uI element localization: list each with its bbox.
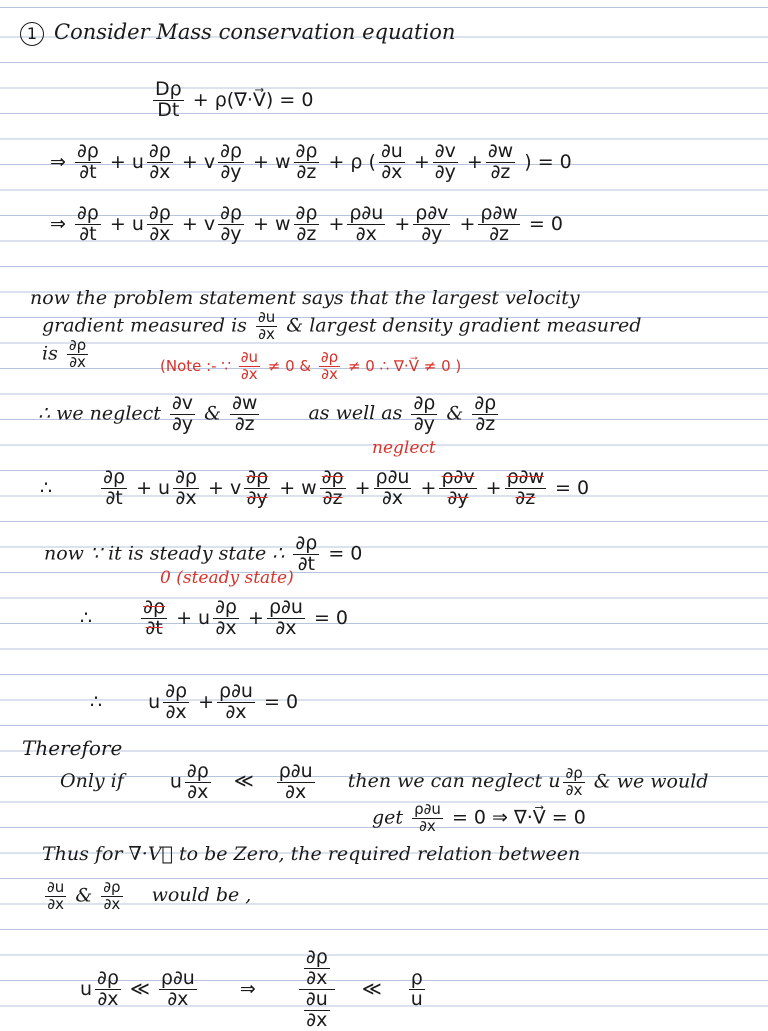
term-prefix: + v — [181, 212, 216, 235]
frac-den: ∂z — [475, 412, 496, 435]
paragraph-line-2 — [42, 310, 641, 343]
frac-num: ∂ρ — [220, 140, 242, 162]
frac-den: ∂z — [296, 222, 317, 245]
frac-num: ∂ρ — [321, 466, 344, 488]
term-prefix: + u — [136, 476, 171, 499]
note-line — [160, 350, 461, 383]
frac-den: ∂z — [515, 486, 536, 509]
frac-den: ∂x — [258, 324, 275, 343]
frac-den: ∂t — [79, 222, 97, 245]
frac-den: ∂x — [149, 160, 171, 183]
frac-den: ∂t — [105, 486, 123, 509]
term-prefix: + — [198, 690, 215, 713]
term-prefix: u — [169, 770, 182, 793]
frac-den: ∂x — [419, 816, 436, 835]
frac-den: ∂x — [97, 987, 119, 1010]
eq-end: = 0 — [328, 542, 363, 565]
frac-num: ρ — [410, 966, 423, 989]
frac-num: ∂u — [240, 348, 258, 366]
term-prefix: + — [459, 212, 476, 235]
equation-2 — [50, 142, 572, 183]
frac-den: ∂x — [241, 364, 258, 383]
implies-arrow: ⇒ — [50, 150, 66, 173]
heading-line — [20, 20, 455, 46]
final-relation — [80, 948, 428, 1031]
frac-den: ∂z — [490, 160, 511, 183]
frac-num: ∂ρ — [215, 596, 237, 618]
steady-state-label: 0 (steady state) — [160, 568, 294, 588]
frac-den: ∂t — [297, 552, 315, 575]
much-less-sign: ≪ — [233, 770, 254, 793]
text-fragment: would be , — [151, 884, 252, 907]
note-text: ≠ 0 ∴ ∇·V⃗ ≠ 0 ) — [347, 356, 462, 375]
frac-den: ∂y — [413, 412, 435, 435]
frac-den: ∂x — [225, 700, 247, 723]
term-prefix: u — [80, 977, 93, 1000]
frac-num: ∂ρ — [148, 202, 171, 224]
neglect-line — [38, 394, 501, 435]
term-prefix: + ρ ( — [328, 150, 376, 173]
only-if-line — [60, 762, 708, 803]
text-fragment: is — [42, 342, 58, 365]
plus-sign: + — [466, 150, 483, 173]
frac-num: ∂ρ — [76, 140, 99, 162]
frac-den: ∂x — [381, 160, 403, 183]
frac-den: ∂x — [187, 780, 209, 803]
equation-5 — [80, 598, 348, 639]
get-line — [372, 802, 586, 835]
amp: & — [75, 884, 93, 907]
frac-num: ∂ρ — [305, 946, 328, 968]
eq-end: = 0 — [264, 690, 299, 713]
term-prefix: u — [148, 690, 161, 713]
frac-den: ∂z — [322, 486, 343, 509]
frac-den: ∂y — [434, 160, 456, 183]
compound-fraction — [299, 948, 335, 1031]
question-number: 1 — [20, 22, 44, 46]
frac-den: ∂x — [381, 486, 404, 509]
frac-num: ρ∂w — [480, 202, 518, 224]
frac-num: ρ∂u — [219, 680, 253, 702]
frac-den: ∂y — [220, 222, 242, 245]
term-prefix: + — [354, 476, 371, 499]
frac-num: ∂ρ — [474, 392, 497, 414]
frac-num: ∂ρ — [565, 764, 583, 783]
term-prefix: + u — [109, 212, 144, 235]
eq-end: ) = 0 — [524, 150, 572, 173]
text-fragment: gradient measured is — [42, 314, 247, 337]
frac-den: ∂x — [275, 616, 297, 639]
frac-den: Dt — [157, 98, 180, 121]
frac-num: ρ∂u — [349, 202, 384, 224]
frac-den: ∂z — [234, 412, 255, 435]
eq-end: = 0 — [528, 212, 563, 235]
frac-num: ∂ρ — [295, 140, 318, 162]
term-prefix: + — [420, 476, 437, 499]
frac-num: ρ∂v — [415, 202, 449, 224]
term-prefix: + v — [181, 150, 216, 173]
frac-den: ∂x — [306, 1008, 328, 1031]
therefore-sign: ∴ — [40, 476, 53, 499]
frac-den: ∂z — [296, 160, 317, 183]
text-fragment: Only if — [60, 770, 124, 793]
frac-den: ∂x — [175, 486, 197, 509]
frac-num: ρ∂u — [278, 760, 313, 782]
frac-den: ∂x — [149, 222, 171, 245]
frac-num: ∂v — [434, 140, 456, 162]
frac-num: ∂ρ — [320, 348, 339, 366]
frac-num: ∂ρ — [220, 202, 242, 224]
frac-den: ∂t — [79, 160, 97, 183]
frac-num: ∂ρ — [175, 466, 197, 488]
frac-den: u — [410, 987, 423, 1010]
frac-den: ∂x — [167, 987, 189, 1010]
therefore-sign: ∴ — [90, 690, 103, 713]
eq-end: = 0 — [313, 606, 348, 629]
frac-den: ∂x — [47, 894, 64, 913]
note-text: (Note :- ∵ — [160, 356, 231, 375]
frac-num: ∂ρ — [246, 466, 269, 488]
therefore-word: Therefore — [22, 736, 123, 760]
text-fragment: & largest density gradient measured — [286, 314, 642, 337]
term-prefix: + v — [208, 476, 242, 499]
frac-num: ρ∂u — [414, 800, 441, 818]
frac-num: ∂ρ — [76, 202, 99, 224]
frac-num: ∂u — [305, 987, 328, 1010]
frac-den: ∂x — [165, 700, 187, 723]
frac-den: ∂x — [306, 966, 328, 989]
frac-num: ∂v — [171, 392, 194, 414]
note-text: ≠ 0 & — [267, 356, 312, 375]
term-prefix: + — [394, 212, 411, 235]
much-less-sign: ≪ — [361, 977, 382, 1000]
frac-num: ∂ρ — [143, 596, 166, 618]
term-prefix: + w — [253, 150, 291, 173]
paragraph-line-1: now the problem statement says that the largest velocity — [30, 287, 580, 309]
frac-num: ∂ρ — [103, 466, 126, 488]
equation-6 — [90, 682, 298, 723]
frac-num: ∂w — [232, 392, 258, 414]
text-fragment: get — [372, 806, 404, 829]
frac-den: ∂t — [145, 616, 163, 639]
frac-num: ρ∂u — [268, 596, 303, 618]
frac-den: ∂x — [285, 780, 307, 803]
implies-arrow: ⇒ — [239, 977, 256, 1000]
term-prefix: + u — [109, 150, 144, 173]
paragraph-line-3 — [42, 338, 91, 371]
term-prefix: + — [328, 212, 345, 235]
frac-num: ∂u — [380, 140, 403, 162]
frac-den: ∂x — [69, 352, 86, 371]
term-prefix: + w — [253, 212, 291, 235]
frac-num: ∂ρ — [103, 878, 121, 896]
equation-1 — [150, 80, 313, 121]
frac-den: ∂x — [565, 780, 583, 799]
frac-num: ∂u — [257, 308, 276, 326]
term-prefix: + — [248, 606, 264, 629]
frac-den: ∂x — [321, 364, 338, 383]
much-less-sign: ≪ — [129, 977, 150, 1000]
frac-den: ∂y — [421, 222, 443, 245]
eq-end: = 0 — [555, 476, 590, 499]
frac-num: ρ∂u — [160, 966, 195, 989]
frac-num: ∂ρ — [295, 532, 318, 554]
term-prefix: + u — [176, 606, 211, 629]
frac-num: ∂ρ — [148, 140, 171, 162]
frac-num: ∂w — [487, 140, 514, 162]
amp: & — [446, 402, 464, 425]
text-fragment: then we can neglect u — [347, 770, 561, 793]
plus-sign: + — [413, 150, 430, 173]
frac-num: ρ∂v — [441, 466, 475, 488]
frac-num: ρ∂u — [375, 466, 410, 488]
text-fragment: & we would — [593, 770, 709, 793]
frac-den: ∂x — [215, 616, 237, 639]
frac-num: Dρ — [155, 78, 182, 100]
frac-den: ∂y — [220, 160, 242, 183]
text-fragment: now ∵ it is steady state ∴ — [44, 542, 285, 565]
therefore-sign: ∴ — [80, 606, 93, 629]
thus-line: Thus for ∇·V⃗ to be Zero, the required relation between — [42, 843, 581, 865]
frac-den: ∂x — [355, 222, 377, 245]
frac-den: ∂x — [103, 894, 121, 913]
term-prefix: + — [485, 476, 502, 499]
frac-num: ∂ρ — [186, 760, 209, 782]
equation-4 — [40, 468, 589, 509]
text-fragment: as well as — [308, 402, 403, 425]
equation-3 — [50, 204, 563, 245]
frac-den: ∂y — [447, 486, 469, 509]
frac-num: ∂ρ — [295, 202, 318, 224]
text-fragment: ∴ we neglect — [38, 402, 161, 425]
term-prefix: + w — [279, 476, 317, 499]
frac-num: ∂u — [47, 878, 65, 896]
amp: & — [204, 402, 222, 425]
would-be-line — [42, 880, 251, 913]
eq-rest: + ρ(∇·V⃗) = 0 — [192, 88, 314, 111]
frac-den: ∂z — [489, 222, 510, 245]
neglect-label: neglect — [372, 438, 436, 458]
text-fragment: = 0 ⇒ ∇·V⃗ = 0 — [451, 806, 586, 829]
frac-num: ρ∂w — [506, 466, 544, 488]
frac-num: ∂ρ — [68, 336, 87, 354]
frac-num: ∂ρ — [413, 392, 436, 414]
implies-arrow: ⇒ — [50, 212, 66, 235]
frac-den: ∂y — [246, 486, 268, 509]
heading-text: Consider Mass conservation equation — [54, 20, 456, 44]
frac-den: ∂y — [171, 412, 194, 435]
frac-num: ∂ρ — [165, 680, 188, 702]
frac-num: ∂ρ — [97, 966, 119, 989]
